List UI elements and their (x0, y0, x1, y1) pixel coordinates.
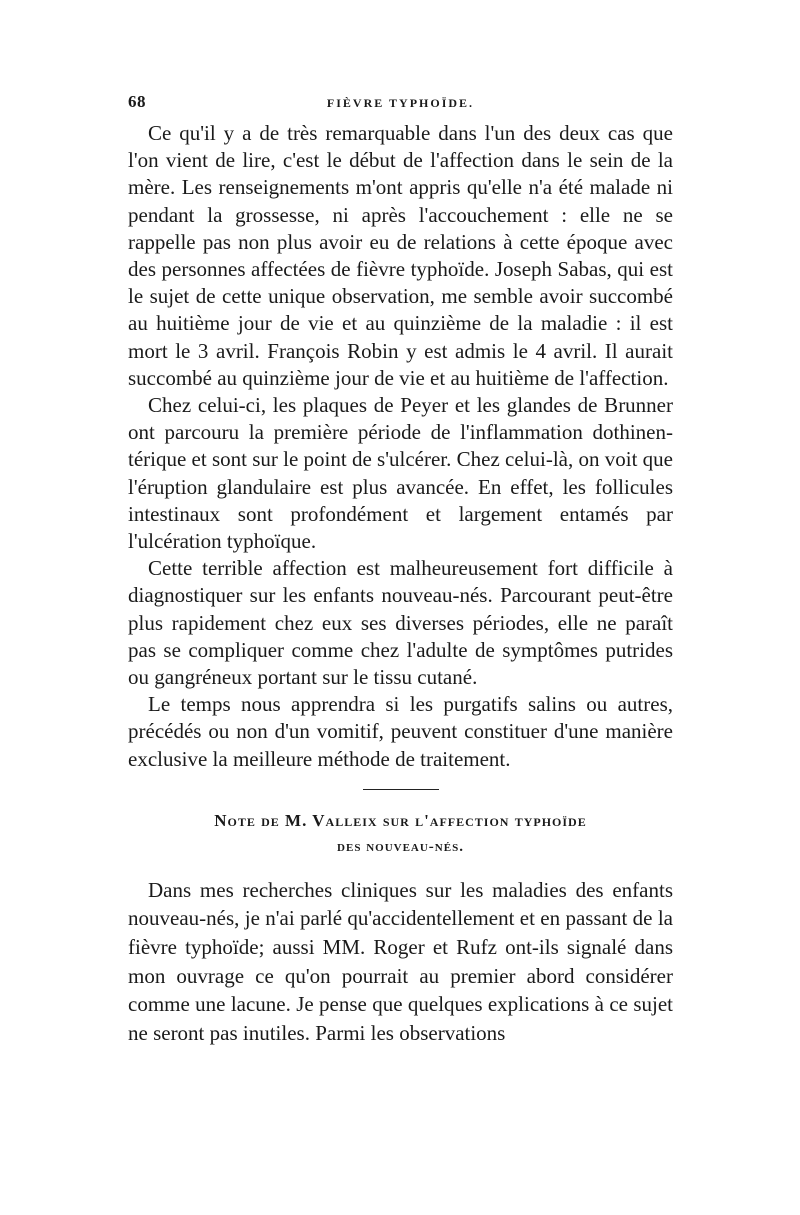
paragraph: Cette terrible affection est malheureusement fort difficile à diagnostiquer sur les enfants nouveau-nés. Parcourant peut-être plus rapidement chez eux ses diverses périodes, elle ne paraît pas se compliquer comme chez l'adulte de symptômes putrides ou gangréneux portant sur le tissu cutané. (128, 556, 673, 690)
running-title: FIÈVRE TYPHOÏDE. (326, 96, 475, 110)
main-text (128, 120, 673, 773)
page-number: 68 (128, 92, 146, 111)
paragraph: Chez celui-ci, les plaques de Peyer et les glandes de Brunner ont parcouru la première période de l'inflammation dothinentérique et sont sur le point de s'ulcérer. Chez celui-là, on voit que l'éruption glandulaire est plus avancée. En effet, les follicules intestinaux sont profondément et largement entamés par l'ulcération typhoïque. (128, 393, 673, 554)
paragraph: Le temps nous apprendra si les purgatifs salins ou autres, précédés ou non d'un vomitif, peuvent constituer d'une manière exclusive la meilleure méthode de traitement. (128, 692, 673, 771)
section-divider (363, 789, 439, 790)
paragraph: Ce qu'il y a de très remarquable dans l'un des deux cas que l'on vient de lire, c'est le début de l'affection dans le sein de la mère. Les renseignements m'ont appris qu'elle n'a été malade ni pendant la grossesse, ni après l'accouchement : elle ne se rappelle pas non plus avoir eu de relations à cette époque avec des personnes affectées de fièvre typhoïde. Joseph Sabas, qui est le sujet de cette unique observation, me semble avoir succombé au huitième jour de vie et au quinzième de la maladie : il est mort le 3 avril. François Robin y est admis le 4 avril. Il aurait succombé au quinzième jour de vie et au huitième de l'affection. (128, 121, 673, 390)
note-body (128, 876, 673, 1048)
note-title-line-2: des nouveau-nés. (337, 838, 464, 855)
note-title (128, 808, 673, 860)
paragraph: Dans mes recherches cliniques sur les maladies des enfants nouveau-nés, je n'ai parlé qu'accidentellement et en passant de la fièvre typhoïde; aussi MM. Roger et Rufz ont-ils signalé dans mon ouvrage ce qu'on pourrait au premier abord considérer comme une lacune. Je pense que quelques explications à ce sujet ne seront pas inutiles. Parmi les observations (128, 877, 673, 1045)
book-page (128, 92, 673, 1047)
running-header (128, 92, 673, 120)
note-title-line-1: Note de M. Valleix sur l'affection typhoïde (214, 810, 587, 830)
